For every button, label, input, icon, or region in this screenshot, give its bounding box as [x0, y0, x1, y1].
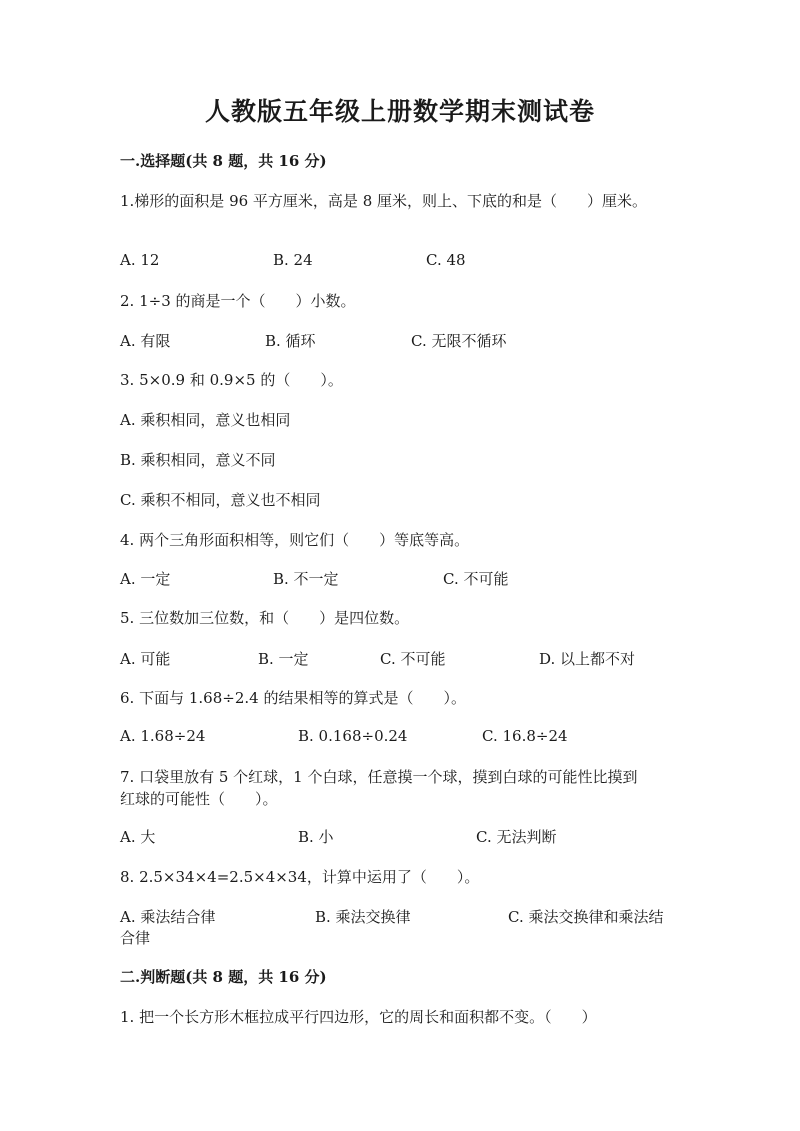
option-c: C. 无法判断: [476, 828, 557, 846]
option-a: A. 有限: [120, 332, 171, 350]
option-b: B. 乘积相同，意义不同: [120, 451, 276, 469]
option-c: C. 乘积不相同，意义也不相同: [120, 491, 321, 509]
option-b: B. 0.168÷0.24: [298, 727, 408, 745]
option-b: B. 乘法交换律: [315, 908, 411, 926]
option-a: A. 一定: [120, 570, 171, 588]
option-c: C. 48: [426, 251, 466, 269]
question-2: 2. 1÷3 的商是一个（ ）小数。: [120, 292, 356, 310]
option-a: A. 12: [120, 251, 160, 269]
option-a: A. 乘积相同，意义也相同: [120, 411, 291, 429]
question-5: 5. 三位数加三位数，和（ ）是四位数。: [120, 609, 410, 627]
question-4: 4. 两个三角形面积相等，则它们（ ）等底等高。: [120, 531, 470, 549]
option-a: A. 1.68÷24: [120, 727, 206, 745]
section-heading-judgement: 二.判断题(共 8 题，共 16 分): [120, 968, 327, 986]
option-a: A. 大: [120, 828, 156, 846]
question-1: 1.梯形的面积是 96 平方厘米，高是 8 厘米，则上、下底的和是（ ）厘米。: [120, 192, 648, 210]
question-3: 3. 5×0.9 和 0.9×5 的（ ）。: [120, 371, 343, 389]
question-7-line-1: 7. 口袋里放有 5 个红球，1 个白球，任意摸一个球，摸到白球的可能性比摸到: [120, 768, 638, 786]
page-title: 人教版五年级上册数学期末测试卷: [204, 97, 595, 126]
question-6: 6. 下面与 1.68÷2.4 的结果相等的算式是（ ）。: [120, 689, 466, 707]
option-c: C. 不可能: [443, 570, 509, 588]
section-heading-choice: 一.选择题(共 8 题，共 16 分): [120, 152, 327, 170]
question-7-line-2: 红球的可能性（ ）。: [120, 790, 278, 808]
option-b: B. 小: [298, 828, 334, 846]
option-d: D. 以上都不对: [539, 650, 636, 668]
judgement-question-1: 1. 把一个长方形木框拉成平行四边形，它的周长和面积都不变。（ ）: [120, 1008, 597, 1026]
option-c-continued: 合律: [120, 929, 151, 947]
option-b: B. 不一定: [273, 570, 339, 588]
option-b: B. 24: [273, 251, 313, 269]
option-c: C. 无限不循环: [411, 332, 507, 350]
question-8: 8. 2.5×34×4=2.5×4×34，计算中运用了（ ）。: [120, 868, 480, 886]
option-b: B. 循环: [265, 332, 316, 350]
option-c: C. 乘法交换律和乘法结: [508, 908, 664, 926]
option-b: B. 一定: [258, 650, 309, 668]
option-a: A. 乘法结合律: [120, 908, 216, 926]
option-c: C. 16.8÷24: [482, 727, 568, 745]
option-c: C. 不可能: [380, 650, 446, 668]
option-a: A. 可能: [120, 650, 171, 668]
